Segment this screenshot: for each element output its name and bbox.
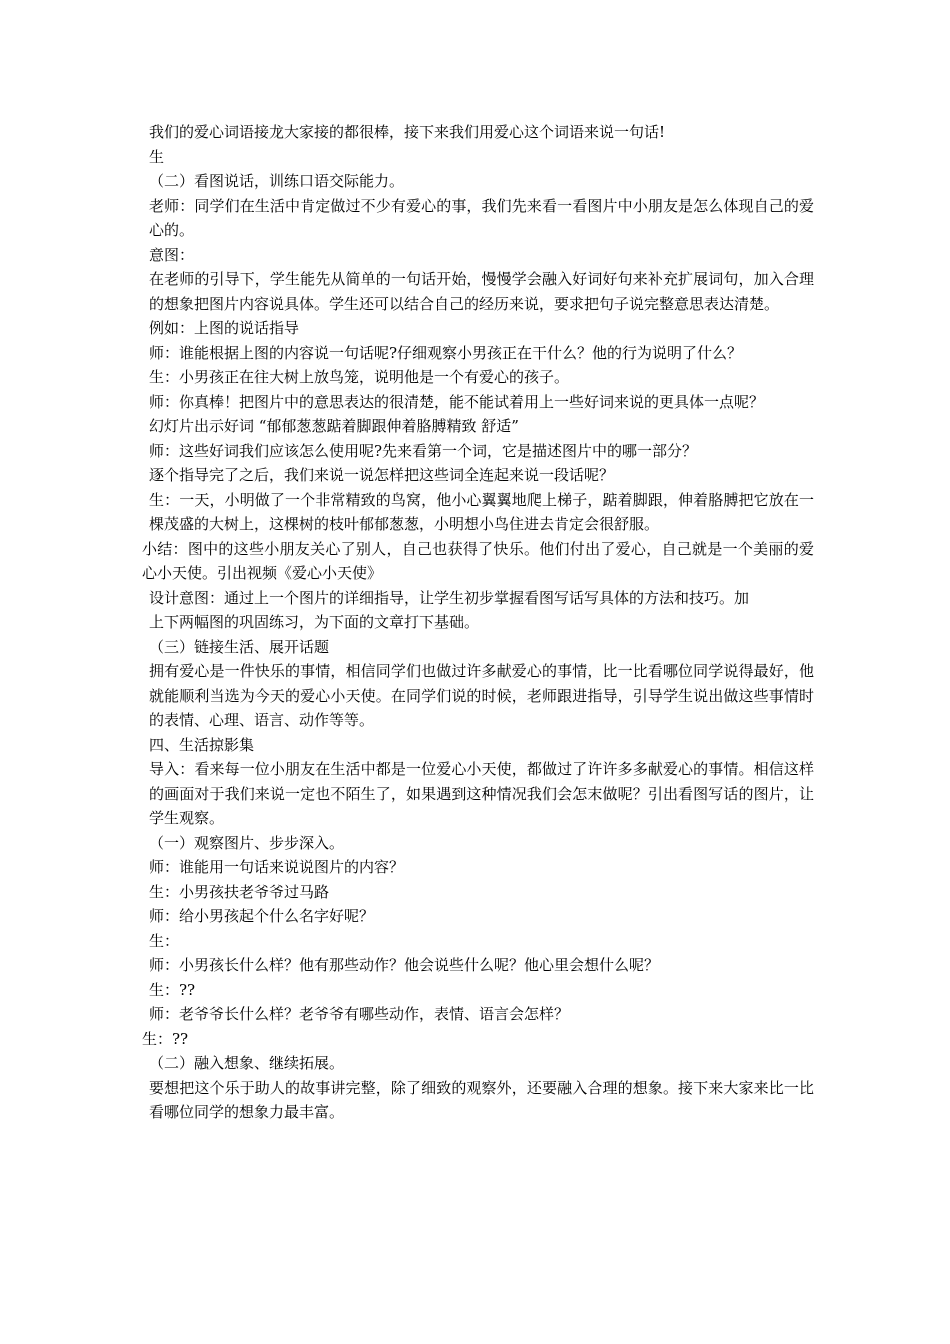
paragraph: 生：?? (149, 980, 196, 999)
paragraph: 导入：看来每一位小朋友在生活中都是一位爱心小天使，都做过了许许多多献爱心的事情。相信这样的画面对于我们来说一定也不陌生了，如果遇到这种情况我们会怎末做呢？引出看图写话的图片，让学生观察。 (149, 760, 814, 827)
paragraph: 生：小男孩扶老爷爷过马路 (149, 882, 330, 901)
paragraph: 逐个指导完了之后，我们来说一说怎样把这些词全连起来说一段话呢？ (149, 466, 615, 484)
document-page (142, 120, 814, 1125)
paragraph: 师：谁能用一句话来说说图片的内容？ (149, 858, 405, 876)
paragraph: 上下两幅图的巩固练习，为下面的文章打下基础。 (149, 613, 480, 631)
paragraph: 师：老爷爷长什么样？老爷爷有哪些动作，表情、语言会怎样？ (149, 1005, 570, 1023)
section-heading: （一）观察图片、步步深入。 (149, 833, 345, 852)
paragraph: 生 (149, 147, 165, 166)
paragraph: 我们的爱心词语接龙大家接的都很棒，接下来我们用爱心这个词语来说一句话! (149, 123, 666, 141)
section-heading: （三）链接生活、展开话题 (149, 637, 330, 656)
paragraph: 设计意图：通过上一个图片的详细指导，让学生初步掌握看图写话写具体的方法和技巧。加 (149, 588, 750, 607)
paragraph: 生：一天，小明做了一个非常精致的鸟窝，他小心翼翼地爬上梯子，踮着脚跟，伸着胳膊把它放在一棵茂盛的大树上，这棵树的枝叶郁郁葱葱，小明想小鸟住进去肯定会很舒服。 (149, 490, 814, 533)
section-heading: （二）融入想象、继续拓展。 (149, 1054, 345, 1072)
paragraph: 生： (149, 931, 180, 950)
paragraph: 生：?? (142, 1029, 189, 1048)
paragraph: 师：你真棒！把图片中的意思表达的很清楚，能不能试着用上一些好词来说的更具体一点呢？ (149, 392, 765, 411)
paragraph: 生：小男孩正在往大树上放鸟笼，说明他是一个有爱心的孩子。 (149, 368, 570, 386)
paragraph: 要想把这个乐于助人的故事讲完整，除了细致的观察外，还要融入合理的想象。接下来大家来比一比看哪位同学的想象力最丰富。 (149, 1078, 814, 1121)
paragraph: 师：这些好词我们应该怎么使用呢?先来看第一个词，它是描述图片中的哪一部分？ (149, 441, 698, 460)
section-heading: （二）看图说话，训练口语交际能力。 (149, 172, 405, 190)
paragraph: 师：谁能根据上图的内容说一句话呢?仔细观察小男孩正在干什么？他的行为说明了什么？ (149, 343, 743, 362)
paragraph: 小结：图中的这些小朋友关心了别人，自己也获得了快乐。他们付出了爱心，自己就是一个美丽的爱心小天使。引出视频《爱心小天使》 (142, 539, 814, 582)
paragraph: 在老师的引导下，学生能先从简单的一句话开始，慢慢学会融入好词好句来补充扩展词句，加入合理的想象把图片内容说具体。学生还可以结合自己的经历来说，要求把句子说完整意思表达清楚。 (149, 270, 814, 313)
paragraph: 意图： (149, 245, 195, 264)
paragraph: 师：给小男孩起个什么名字好呢？ (149, 907, 375, 925)
paragraph: 老师：同学们在生活中肯定做过不少有爱心的事，我们先来看一看图片中小朋友是怎么体现自己的爱心的。 (149, 196, 814, 239)
paragraph: 师：小男孩长什么样？他有那些动作？他会说些什么呢？他心里会想什么呢？ (149, 956, 660, 974)
paragraph: 幻灯片出示好词 “郁郁葱葱踮着脚跟伸着胳膊精致 舒适” (149, 417, 519, 435)
section-heading: 四、生活掠影集 (149, 735, 255, 754)
paragraph: 例如：上图的说话指导 (149, 319, 300, 337)
paragraph: 拥有爱心是一件快乐的事情，相信同学们也做过许多献爱心的事情，比一比看哪位同学说得最好，他就能顺利当选为今天的爱心小天使。在同学们说的时候，老师跟进指导，引导学生说出做这些事情时的表情、心理、语言、动作等等。 (149, 662, 814, 729)
